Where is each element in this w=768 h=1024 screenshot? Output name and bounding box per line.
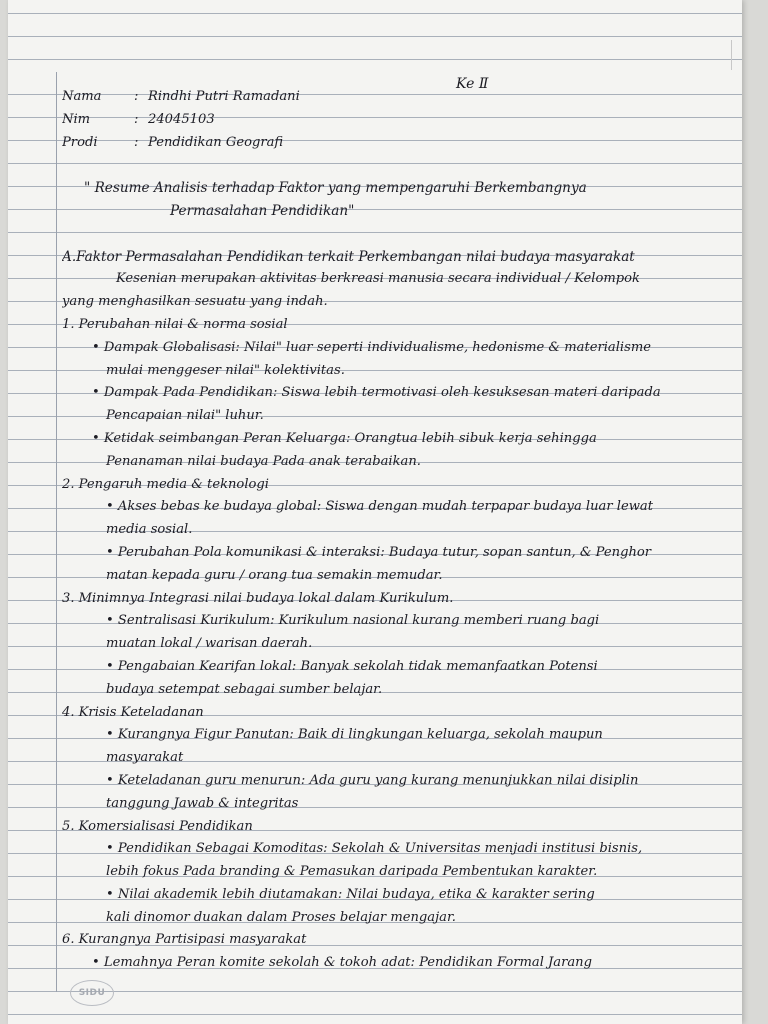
item-bullet: • Nilai akademik lebih diutamakan: Nilai budaya, etika & karakter sering [106, 886, 595, 902]
prodi-separator: : [134, 134, 139, 150]
item-heading: 1. Perubahan nilai & norma sosial [62, 316, 288, 332]
title-line-1: " Resume Analisis terhadap Faktor yang mempengaruhi Berkembangnya [84, 180, 587, 197]
item-line-continuation: matan kepada guru / orang tua semakin memudar. [106, 567, 443, 583]
item-line-continuation: mulai menggeser nilai" kolektivitas. [106, 362, 345, 378]
name-label: Nama [62, 89, 102, 104]
item-bullet: • Perubahan Pola komunikasi & interaksi: Budaya tutur, sopan santun, & Penghor [106, 544, 652, 560]
item-bullet: • Lemahnya Peran komite sekolah & tokoh adat: Pendidikan Formal Jarang [92, 955, 592, 971]
item-heading: 4. Krisis Keteladanan [62, 704, 204, 720]
numbered-items [62, 314, 730, 975]
blank-line [62, 154, 730, 177]
item-line-continuation: masyarakat [106, 750, 184, 766]
page-crease [731, 40, 732, 70]
section-a-heading: A.Faktor Permasalahan Pendidikan terkait Perkembangan nilai budaya masyarakat [62, 248, 635, 265]
nim-label: Nim [62, 111, 91, 127]
item-line-continuation: media sosial. [106, 522, 193, 538]
name-value: Rindhi Putri Ramadani [148, 89, 300, 104]
item-bullet: • Dampak Globalisasi: Nilai" luar seperti individualisme, hedonisme & materialisme [92, 339, 651, 355]
item-line-continuation: tanggung Jawab & integritas [106, 795, 299, 811]
item-line-continuation: Pencapaian nilai" luhur. [106, 408, 264, 424]
item-bullet: • Keteladanan guru menurun: Ada guru yang kurang menunjukkan nilai disiplin [106, 772, 639, 788]
item-bullet: • Kurangnya Figur Panutan: Baik di lingkungan keluarga, sekolah maupun [106, 727, 603, 743]
item-line-continuation: Penanaman nilai budaya Pada anak terabaikan. [106, 453, 421, 469]
title-line-2: Permasalahan Pendidikan" [170, 202, 355, 219]
nim-value: 24045103 [148, 111, 215, 127]
prodi-label: Prodi [62, 134, 98, 150]
item-bullet: • Ketidak seimbangan Peran Keluarga: Orangtua lebih sibuk kerja sehingga [92, 430, 597, 446]
item-line-continuation: budaya setempat sebagai sumber belajar. [106, 681, 383, 697]
brand-logo: SIDU [70, 980, 114, 1006]
margin-line [56, 72, 57, 992]
nim-separator: : [134, 111, 139, 127]
notebook-page [8, 0, 742, 1024]
item-heading: 2. Pengaruh media & teknologi [62, 476, 269, 492]
nim-row [62, 109, 730, 132]
item-line-continuation: kali dinomor duakan dalam Proses belajar mengajar. [106, 909, 456, 925]
name-row [62, 86, 730, 109]
item-bullet: • Pendidikan Sebagai Komoditas: Sekolah & Universitas menjadi institusi bisnis, [106, 841, 643, 857]
handwritten-content [62, 86, 730, 975]
page-number: Ke Ⅱ [456, 76, 489, 92]
item-heading: 3. Minimnya Integrasi nilai budaya lokal dalam Kurikulum. [62, 590, 454, 606]
item-heading: 6. Kurangnya Partisipasi masyarakat [62, 932, 307, 948]
item-bullet: • Pengabaian Kearifan lokal: Banyak sekolah tidak memanfaatkan Potensi [106, 658, 598, 674]
item-line-continuation: muatan lokal / warisan daerah. [106, 636, 313, 652]
section-a-intro-2: yang menghasilkan sesuatu yang indah. [62, 294, 328, 310]
prodi-value: Pendidikan Geografi [148, 134, 284, 150]
blank-line [62, 223, 730, 246]
item-bullet: • Dampak Pada Pendidikan: Siswa lebih termotivasi oleh kesuksesan materi daripada [92, 385, 661, 401]
item-heading: 5. Komersialisasi Pendidikan [62, 818, 253, 834]
item-line-continuation: lebih fokus Pada branding & Pemasukan daripada Pembentukan karakter. [106, 864, 598, 880]
item-bullet: • Akses bebas ke budaya global: Siswa dengan mudah terpapar budaya luar lewat [106, 499, 653, 515]
prodi-row [62, 132, 730, 155]
section-a-intro-1: Kesenian merupakan aktivitas berkreasi manusia secara individual / Kelompok [116, 271, 640, 287]
item-bullet: • Sentralisasi Kurikulum: Kurikulum nasional kurang memberi ruang bagi [106, 613, 600, 629]
name-separator: : [134, 89, 139, 104]
